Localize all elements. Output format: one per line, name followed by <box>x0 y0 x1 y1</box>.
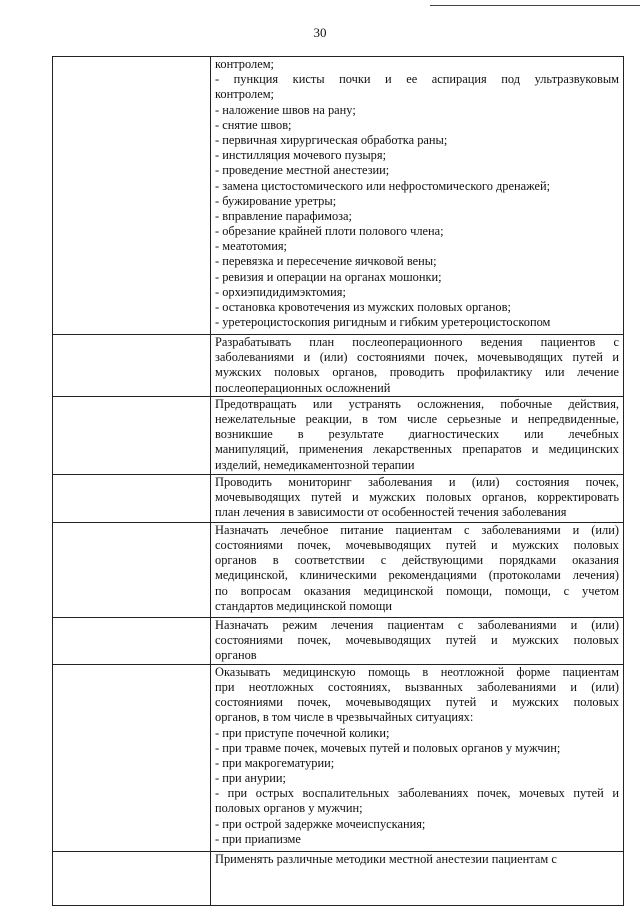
cell-text <box>215 397 619 473</box>
left-cell <box>53 335 211 397</box>
text-line: - уретероцистоскопия ригидным и гибким уретероцистоскопом <box>215 315 551 330</box>
text-line: - проведение местной анестезии; <box>215 163 390 178</box>
skills-table <box>52 56 624 906</box>
text-line: контролем; <box>215 57 274 71</box>
text-line: - вправление парафимоза; <box>215 208 352 223</box>
left-cell <box>53 396 211 474</box>
content-cell <box>211 57 624 335</box>
text-line: послеоперационных осложнений <box>215 380 391 395</box>
text-line: органов, в том числе в чрезвычайных ситуациях: <box>215 710 474 725</box>
text-line: - при острой задержке мочеиспускания; <box>215 816 426 831</box>
text-line: стандартов медицинской помощи <box>215 598 393 613</box>
text-line: половых органов у мужчин; <box>215 801 363 816</box>
table-row <box>53 664 624 851</box>
text-line: состояниями почек, мочевыводящих путей и мужских половых <box>215 632 619 647</box>
left-cell <box>53 57 211 335</box>
text-line: органов в соответствии с действующими порядками оказания <box>215 553 619 568</box>
text-line: Проводить мониторинг заболевания и (или) состояния почек, <box>215 474 619 489</box>
text-line: мочевыводящих путей и мужских половых органов, корректировать <box>215 489 619 504</box>
text-line: - при приступе почечной колики; <box>215 725 390 740</box>
text-line: - перевязка и пересечение яичковой вены; <box>215 254 437 269</box>
text-line: Разрабатывать план послеоперационного ведения пациентов с <box>215 335 619 349</box>
text-line: медицинской, клиническими рекомендациями (протоколами лечения) <box>215 568 619 583</box>
table-row <box>53 617 624 664</box>
text-line: Назначать режим лечения пациентам с заболеваниями и (или) <box>215 617 619 632</box>
top-rule <box>430 5 640 6</box>
table-row <box>53 522 624 617</box>
text-line: Оказывать медицинскую помощь в неотложной форме пациентам <box>215 664 619 679</box>
text-line: - снятие швов; <box>215 117 292 132</box>
left-cell <box>53 522 211 617</box>
cell-text <box>215 852 619 867</box>
text-line: - замена цистостомического или нефростомического дренажей; <box>215 178 551 193</box>
table-body <box>53 57 624 906</box>
content-cell <box>211 474 624 522</box>
text-line: заболеваниями и (или) состояниями почек, мочевыводящих путей и <box>215 350 619 365</box>
content-cell <box>211 396 624 474</box>
table-row <box>53 851 624 905</box>
text-line: состояниями почек, мочевыводящих путей и мужских половых <box>215 695 619 710</box>
text-line: план лечения в зависимости от особенностей течения заболевания <box>215 505 567 520</box>
table-row <box>53 335 624 397</box>
text-line: Предотвращать или устранять осложнения, побочные действия, <box>215 396 619 411</box>
text-line: - при анурии; <box>215 771 287 786</box>
text-line: - при приапизме <box>215 831 301 846</box>
text-line: - орхиэпидидимэктомия; <box>215 284 346 299</box>
text-line: - обрезание крайней плоти полового члена; <box>215 224 444 239</box>
text-line: Назначать лечебное питание пациентам с заболеваниями и (или) <box>215 522 619 537</box>
text-line: изделий, немедикаментозной терапии <box>215 457 415 472</box>
text-line: по вопросам оказания медицинской помощи, помощи, с учетом <box>215 583 619 598</box>
text-line: возникшие в результате диагностических или лечебных <box>215 427 619 442</box>
text-line: при неотложных состояниях, вызванных заболеваниями и (или) <box>215 679 619 694</box>
text-line: - при макрогематурии; <box>215 755 335 770</box>
left-cell <box>53 851 211 905</box>
cell-text <box>215 335 619 396</box>
text-line: нежелательные реакции, в том числе серьезные и непредвиденные, <box>215 411 619 426</box>
content-cell <box>211 617 624 664</box>
text-line: состояниями почек, мочевыводящих путей и мужских половых <box>215 537 619 552</box>
text-line: - ревизия и операции на органах мошонки; <box>215 269 442 284</box>
text-line: - пункция кисты почки и ее аспирация под ультразвуковым <box>215 72 619 87</box>
cell-text <box>215 618 619 664</box>
cell-text <box>215 57 619 330</box>
page-number: 30 <box>313 25 327 40</box>
cell-text <box>215 665 619 847</box>
text-line: - наложение швов на рану; <box>215 102 356 117</box>
content-cell <box>211 851 624 905</box>
text-line: - инстилляция мочевого пузыря; <box>215 148 387 163</box>
left-cell <box>53 474 211 522</box>
cell-text <box>215 523 619 614</box>
text-line: мужских половых органов, проводить профилактику или лечение <box>215 365 619 380</box>
text-line: - меатотомия; <box>215 239 288 254</box>
text-line: органов <box>215 648 257 663</box>
table-row <box>53 396 624 474</box>
text-line: Применять различные методики местной анестезии пациентам с <box>215 851 557 866</box>
text-line: - остановка кровотечения из мужских половых органов; <box>215 300 511 314</box>
content-cell <box>211 522 624 617</box>
text-line: - при травме почек, мочевых путей и половых органов у мужчин; <box>215 740 561 755</box>
text-line: - первичная хирургическая обработка раны; <box>215 132 448 147</box>
table-row <box>53 57 624 335</box>
left-cell <box>53 617 211 664</box>
table-row <box>53 474 624 522</box>
cell-text <box>215 475 619 521</box>
content-cell <box>211 664 624 851</box>
text-line: - при острых воспалительных заболеваниях почек, мочевых путей и <box>215 786 619 801</box>
content-cell <box>211 335 624 397</box>
left-cell <box>53 664 211 851</box>
text-line: - бужирование уретры; <box>215 193 337 208</box>
text-line: контролем; <box>215 87 274 102</box>
text-line: манипуляций, применения лекарственных препаратов и медицинских <box>215 442 619 457</box>
